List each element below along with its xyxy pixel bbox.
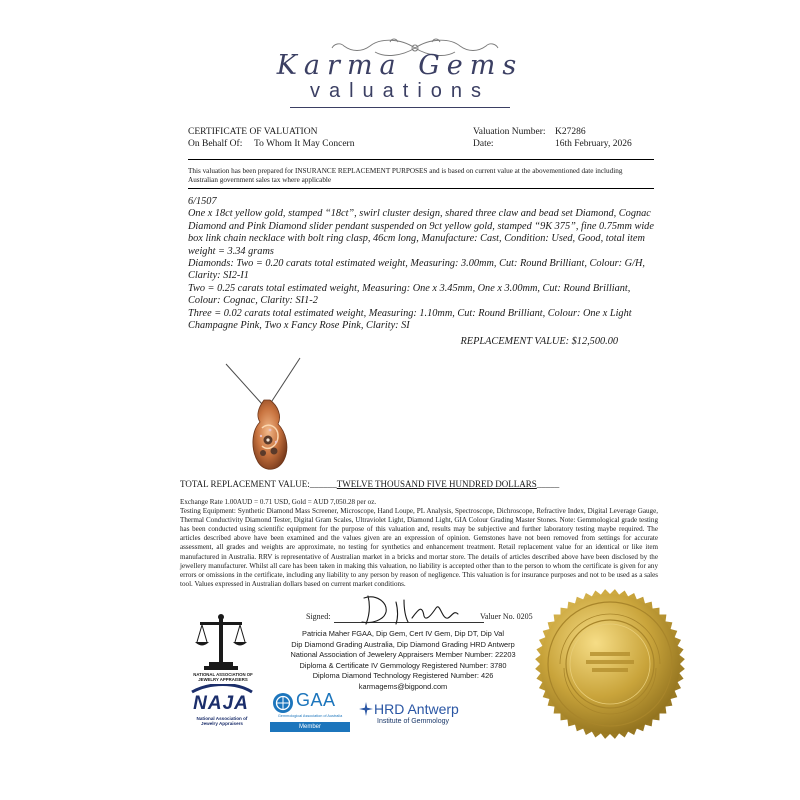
valuer-email: karmagems@bigpond.com xyxy=(358,681,448,691)
date-label: Date: xyxy=(473,139,494,149)
pink-line: Three = 0.02 carats total estimated weight, Measuring: 1.10mm, Cut: Round Brilliant, Colour: One x Light Champagne Pink, Two x Fancy Rose Pink, Clarity: SI xyxy=(188,307,632,332)
diamonds-line: Diamonds: Two = 0.20 carats total estimated weight, Measuring: 3.00mm, Cut: Round Brilliant, Colour: G/H, Clarity: SI2-I1 xyxy=(188,258,645,282)
total-amount-words: TWELVE THOUSAND FIVE HUNDRED DOLLARS xyxy=(336,479,537,489)
naja-logo: NAJA xyxy=(193,693,249,714)
on-behalf-label: On Behalf Of: xyxy=(188,139,243,149)
hrd-logo: HRD Antwerp xyxy=(374,701,459,717)
date-value: 16th February, 2026 xyxy=(555,139,632,149)
signed-label: Signed: xyxy=(306,612,331,621)
credential-line: Dip Diamond Grading Australia, Dip Diamond Grading HRD Antwerp xyxy=(291,639,515,649)
hrd-star-icon xyxy=(359,702,373,716)
divider-bottom xyxy=(188,188,654,189)
naja-full-line: Jewelry Appraisers xyxy=(201,721,243,727)
total-label: TOTAL REPLACEMENT VALUE: xyxy=(180,479,310,489)
exchange-rate: Exchange Rate 1.00AUD = 0.71 USD, Gold = AUD 7,050.28 per oz. xyxy=(180,498,377,506)
hrd-subtitle: Institute of Gemmology xyxy=(377,718,449,725)
item-ref: 6/1507 xyxy=(188,196,217,207)
valuation-number-label: Valuation Number: xyxy=(473,127,546,137)
credential-line: Patricia Maher FGAA, Dip Gem, Cert IV Gem, Dip DT, Dip Val xyxy=(302,629,504,638)
naja-full-line: National Association of xyxy=(196,716,248,721)
valuer-number: Valuer No. 0205 xyxy=(480,612,533,621)
signature-image xyxy=(346,592,476,626)
item-description-text: One x 18ct yellow gold, stamped “18ct”, swirl cluster design, shared three claw and bead set Diamond, Cognac Diamond and Pink Diamond slider pendant suspended on 9ct yellow gold, stamped “9K 375”, fine 0.75mm wide box link chain necklace with bolt ring clasp, 46cm long, Manufacture: Cast, Condition: Used, Good, total item weight = 3.34 grams xyxy=(188,208,654,257)
gaa-member-badge: Member xyxy=(270,722,350,732)
gold-seal-icon xyxy=(534,588,686,740)
purpose-line: Australian government sales tax where applicable xyxy=(188,176,332,184)
total-blank: ______ xyxy=(309,479,337,489)
on-behalf-value: To Whom It May Concern xyxy=(254,139,355,149)
cognac-line: Two = 0.25 carats total estimated weight, Measuring: One x 3.45mm, One x 3.00mm, Cut: Round Brilliant, Colour: Cognac, Clarity: SI1-2 xyxy=(188,282,631,307)
divider-top xyxy=(188,159,654,160)
gaa-full-name: Gemmological Association of Australia xyxy=(277,714,343,718)
item-description xyxy=(188,196,654,349)
brand-script-name: Karma Gems xyxy=(276,50,524,81)
scales-icon xyxy=(194,612,248,672)
total-trailing-blank: _____ xyxy=(536,479,560,489)
valuation-number-value: K27286 xyxy=(555,127,586,137)
naja-caption-line: NATIONAL ASSOCIATION OF xyxy=(193,672,253,677)
gaa-globe-icon xyxy=(272,692,294,714)
naja-caption xyxy=(185,672,261,682)
pendant-image xyxy=(212,356,302,482)
naja-caption-line: JEWELRY APPRAISERS xyxy=(198,677,248,682)
gaa-logo: GAA xyxy=(296,690,336,710)
header-divider xyxy=(290,107,510,108)
credential-line: Diploma Diamond Technology Registered Number: 426 xyxy=(312,671,494,681)
credential-line: National Association of Jewelery Appraisers Member Number: 22203 xyxy=(290,650,516,660)
total-replacement-line xyxy=(180,479,559,489)
replacement-value: REPLACEMENT VALUE: $12,500.00 xyxy=(460,336,618,348)
certificate-title: CERTIFICATE OF VALUATION xyxy=(188,127,318,137)
credential-line: Diploma & Certificate IV Gemmology Registered Number: 3780 xyxy=(299,660,507,670)
brand-sub-name: valuations xyxy=(309,80,491,102)
disclaimer-text: Testing Equipment: Synthetic Diamond Mass Screener, Microscope, Hand Loupe, PL Analysis, Spectroscope, Dichroscope, Refractive Index, Digital Leverage Gauge, Thermal Conductivity Diamond Tester, Digital Gram Scales, Ultraviolet Light, Diamond Light, GIA Colour Grading Master Stones. Note: Gemmological grade testing has been conducted using scientific equipment for the purpose of this valuation and, results may be subjective and further laboratory testing maybe required. The articles described above have been examined and the values given are an expression of opinion. Gemstones have not been removed from settings for accurate assessment, all grades and weights are approximate, no testing for synthetics and enhancement treatment. Retail replacement value for an identical or like item manufactured in Australia. RRV is representative of Australian market in a bricks and mortar store. The details of articles described above have been disclosed by the jewellery manufacturer. Whilst all care has been taken in making this valuation, no liability is accepted other than to the person to whom the certificate is given for any errors or omissions in the certificate, including any liability to any person by reason of negligence. This valuation is for insurance purposes and not to be used as a sales tool. Values expressed in Australian dollars based on current market conditions. xyxy=(180,507,658,588)
purpose-line: This valuation has been prepared for INSURANCE REPLACEMENT PURPOSES and is based on current value at the abovementioned date including xyxy=(188,167,623,175)
valuer-credentials xyxy=(278,629,528,693)
fine-print xyxy=(180,498,658,589)
naja-full-name xyxy=(184,716,260,727)
purpose-statement xyxy=(188,167,654,185)
